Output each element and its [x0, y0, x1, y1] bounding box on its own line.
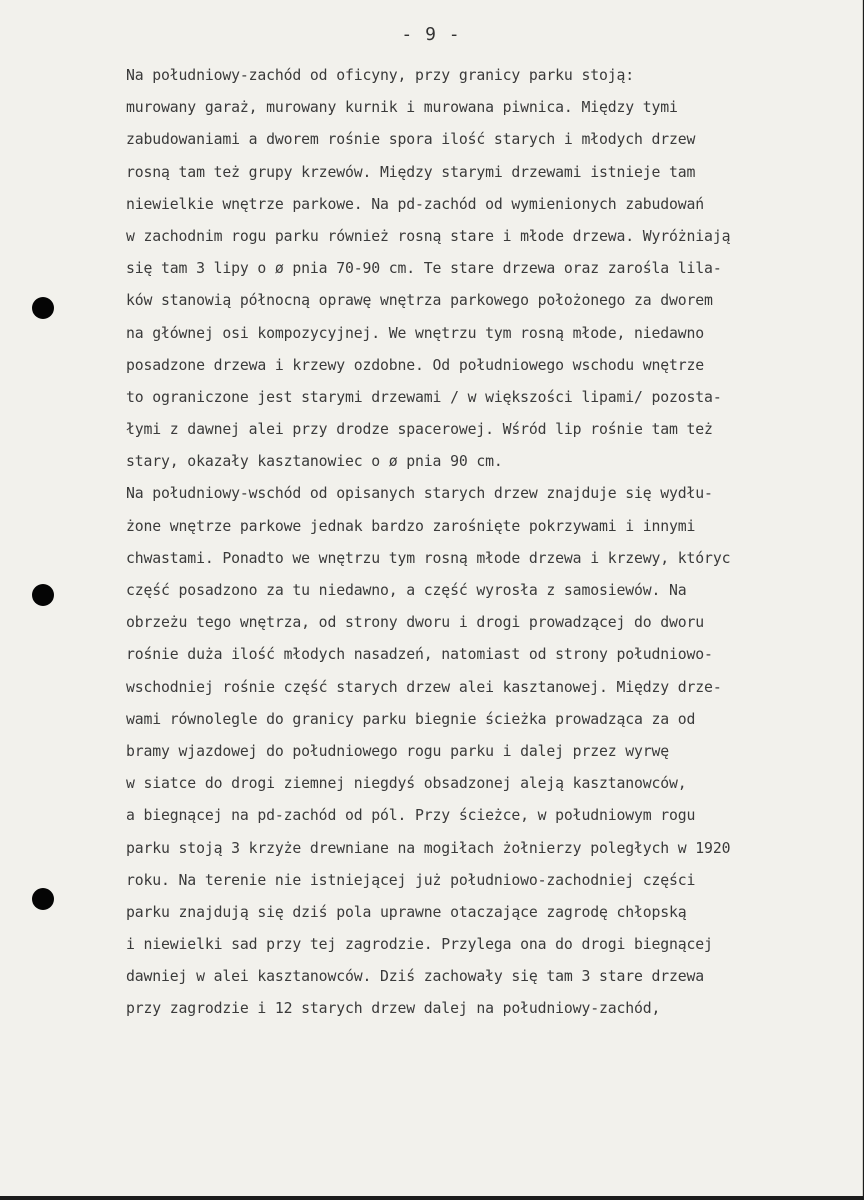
text-line: w siatce do drogi ziemnej niegdyś obsadzonej aleją kasztanowców, — [126, 775, 687, 793]
text-line: posadzone drzewa i krzewy ozdobne. Od południowego wschodu wnętrze — [126, 356, 705, 374]
text-line: łymi z dawnej alei przy drodze spacerowej. Wśród lip rośnie tam też — [126, 421, 713, 439]
page-number: - 9 - — [401, 24, 461, 45]
text-line: wami równolegle do granicy parku biegnie ścieżka prowadząca za od — [126, 710, 696, 728]
text-line: parku stoją 3 krzyże drewniane na mogiłach żołnierzy poległych w 1920 — [126, 839, 731, 857]
text-line: i niewielki sad przy tej zagrodzie. Przylega ona do drogi biegnącej — [126, 936, 713, 954]
punch-hole — [32, 888, 54, 910]
punch-hole — [32, 584, 54, 606]
text-line: się tam 3 lipy o ø pnia 70-90 cm. Te stare drzewa oraz zarośla lila- — [126, 260, 722, 278]
text-line: obrzeżu tego wnętrza, od strony dworu i drogi prowadzącej do dworu — [126, 614, 705, 632]
text-line: ków stanowią północną oprawę wnętrza parkowego położonego za dworem — [126, 292, 713, 310]
text-line: dawniej w alei kasztanowców. Dziś zachowały się tam 3 stare drzewa — [126, 968, 705, 986]
text-line: zabudowaniami a dworem rośnie spora ilość starych i młodych drzew — [126, 131, 696, 149]
text-line: roku. Na terenie nie istniejącej już południowo-zachodniej części — [126, 871, 696, 889]
text-line: parku znajdują się dziś pola uprawne otaczające zagrodę chłopską — [126, 903, 687, 921]
text-line: przy zagrodzie i 12 starych drzew dalej na południowy-zachód, — [126, 1000, 661, 1018]
text-line: żone wnętrze parkowe jednak bardzo zarośnięte pokrzywami i innymi — [126, 517, 696, 535]
text-line: murowany garaż, murowany kurnik i murowana piwnica. Między tymi — [126, 99, 678, 117]
text-line: rośnie duża ilość młodych nasadzeń, natomiast od strony południowo- — [126, 646, 713, 664]
text-line: niewielkie wnętrze parkowe. Na pd-zachód od wymienionych zabudowań — [126, 195, 705, 213]
text-line: w zachodnim rogu parku również rosną stare i młode drzewa. Wyróżniają — [126, 227, 731, 245]
text-line: chwastami. Ponadto we wnętrzu tym rosną młode drzewa i krzewy, któryc — [126, 549, 731, 567]
text-line: część posadzono za tu niedawno, a część wyrosła z samosiewów. Na — [126, 582, 687, 599]
text-line: to ograniczone jest starymi drzewami / w większości lipami/ pozosta- — [126, 388, 722, 406]
text-line: Na południowy-wschód od opisanych starych drzew znajduje się wydłu- — [126, 485, 713, 503]
text-line: a biegnącej na pd-zachód od pól. Przy ścieżce, w południowym rogu — [126, 807, 696, 825]
text-line: Na południowy-zachód od oficyny, przy granicy parku stoją: — [126, 67, 634, 84]
typewritten-text — [126, 60, 862, 1026]
punch-hole — [32, 297, 54, 319]
text-line: na głównej osi kompozycyjnej. We wnętrzu tym rosną młode, niedawno — [126, 324, 705, 342]
text-line: wschodniej rośnie część starych drzew alei kasztanowej. Między drze- — [126, 678, 722, 696]
text-line: stary, okazały kasztanowiec o ø pnia 90 cm. — [126, 453, 503, 471]
text-line: rosną tam też grupy krzewów. Między starymi drzewami istnieje tam — [126, 163, 696, 181]
text-line: bramy wjazdowej do południowego rogu parku i dalej przez wyrwę — [126, 742, 670, 760]
